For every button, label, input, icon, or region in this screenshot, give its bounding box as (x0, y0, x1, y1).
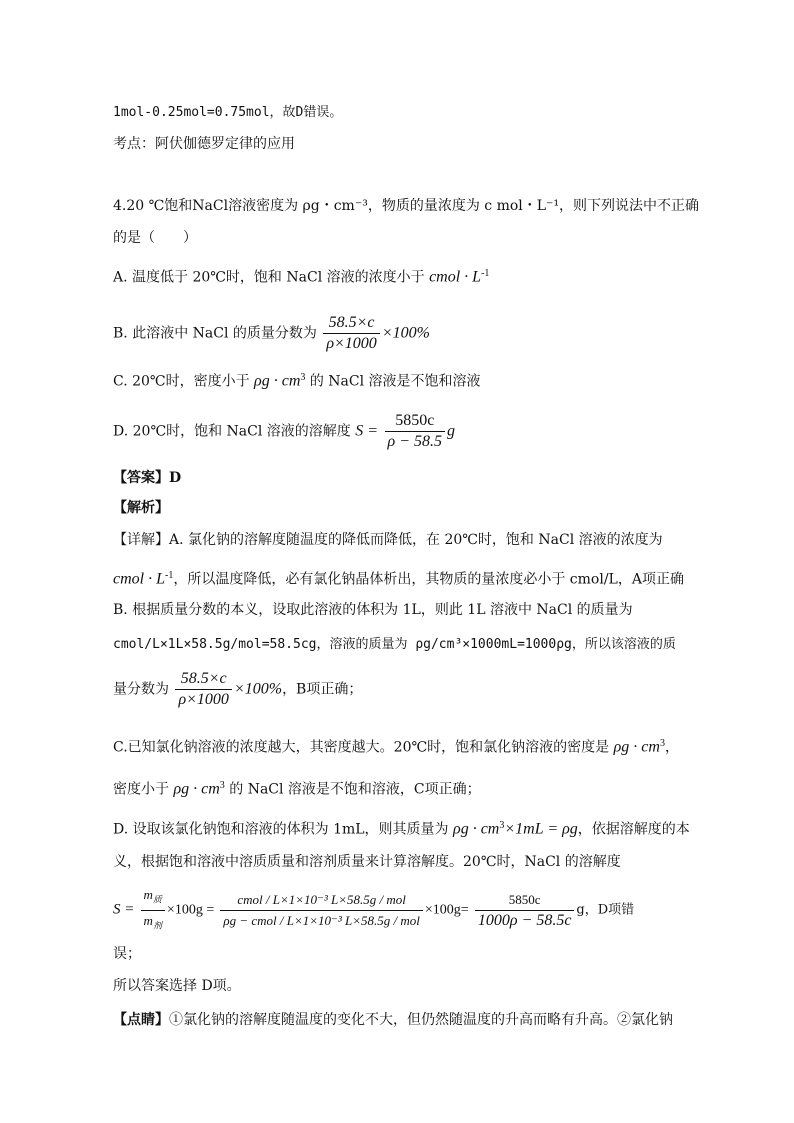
option-d-fraction: $\frac{5850c}{\rho - 58.5}$ (385, 412, 445, 451)
detail-a-2: cmol · $L^{-1}$，所以温度降低，必有氯化钠晶体析出，其物质的量浓度必小于 cmol/L，A项正确 (113, 570, 684, 588)
detail-b-3: 量分数为 $\frac{58.5\times c}{\rho\times 1000}$ ×100%，B项正确； (113, 670, 363, 708)
jiexi-label: 【解析】 (113, 500, 169, 516)
option-b: B. 此溶液中 NaCl 的质量分数为 $\frac{58.5\times c}{\rho\times 1000}$ ×100% (113, 314, 430, 352)
detail-c-2: 密度小于 $\rho g \cdot cm^3$ 的 NaCl 溶液是不饱和溶液，C项正确； (113, 780, 481, 798)
detail-a-1: 【详解】A. 氯化钠的溶解度随温度的降低而降低，在 20℃时，饱和 NaCl 溶液的浓度为 (113, 532, 663, 548)
option-c: C. 20℃时，密度小于 $\rho g \cdot cm^3$ 的 NaCl 溶液是不饱和溶液 (113, 372, 481, 390)
detail-d-3: S = $\frac{m_质}{m_剂}$ ×100g = $\frac{\text{cmol / L×1×10⁻³ L×58.5g / mol}}{\text{ρg − cmol / L×1×10⁻³ L×58.5g / mol}}$ ×100g= $\frac{5850c}{1000\rho - 58.5c}$ g，D项错 (113, 886, 634, 934)
detail-b-2: cmol/L×1L×58.5g/mol=58.5cg，溶液的质量为 ρg/cm³×1000mL=1000ρg，所以该溶液的质 (113, 637, 676, 652)
kaodian-line: 考点：阿伏伽德罗定律的应用 (113, 136, 295, 152)
dianjing-line: 【点睛】①氯化钠的溶解度随温度的变化不大，但仍然随温度的升高而略有升高。②氯化钠 (113, 1012, 673, 1028)
calc-tail-line: 1mol-0.25mol=0.75mol，故D错误。 (113, 105, 343, 120)
detail-d-fraction-2: $\frac{\text{cmol / L×1×10⁻³ L×58.5g / mol}}{\text{ρg − cmol / L×1×10⁻³ L×58.5g / mol}}$ (220, 891, 423, 930)
detail-d-4: 误； (113, 946, 141, 962)
conclusion-line: 所以答案选择 D项。 (113, 978, 241, 994)
option-b-fraction: $\frac{58.5\times c}{\rho\times 1000}$ (323, 314, 379, 353)
detail-d-fraction-3: $\frac{5850c}{1000\rho - 58.5c}$ (475, 891, 575, 930)
detail-b-1: B. 根据质量分数的本义，设取此溶液的体积为 1L，则此 1L 溶液中 NaCl 的质量为 (113, 602, 633, 618)
option-d: D. 20℃时，饱和 NaCl 溶液的溶解度 S = $\frac{5850c}{\rho - 58.5}$ g (113, 412, 455, 450)
answer-label: 【答案】D (113, 470, 182, 486)
detail-b-fraction: $\frac{58.5\times c}{\rho\times 1000}$ (175, 670, 231, 709)
question-stem-2: 的是（ ） (113, 230, 197, 246)
detail-c-1: C.已知氯化钠溶液的浓度越大，其密度越大。20℃时，饱和氯化钠溶液的密度是 $\rho g \cdot cm^3$， (113, 738, 679, 756)
detail-d-2: 义，根据饱和溶液中溶质质量和溶剂质量来计算溶解度。20℃时，NaCl 的溶解度 (113, 854, 621, 870)
detail-d-fraction-1: $\frac{m_质}{m_剂}$ (141, 886, 165, 934)
option-a: A. 温度低于 20℃时，饱和 NaCl 溶液的浓度小于 cmol · $L^{-1}$ (113, 268, 490, 286)
detail-d-1: D. 设取该氯化钠饱和溶液的体积为 1mL，则其质量为 $\rho g \cdot cm^3\times 1mL = \rho g$，依据溶解度的本 (113, 820, 690, 838)
question-stem-1: 4.20 ℃饱和NaCl溶液密度为 ρg・cm⁻³，物质的量浓度为 c mol・L⁻¹，则下列说法中不正确 (113, 198, 700, 214)
